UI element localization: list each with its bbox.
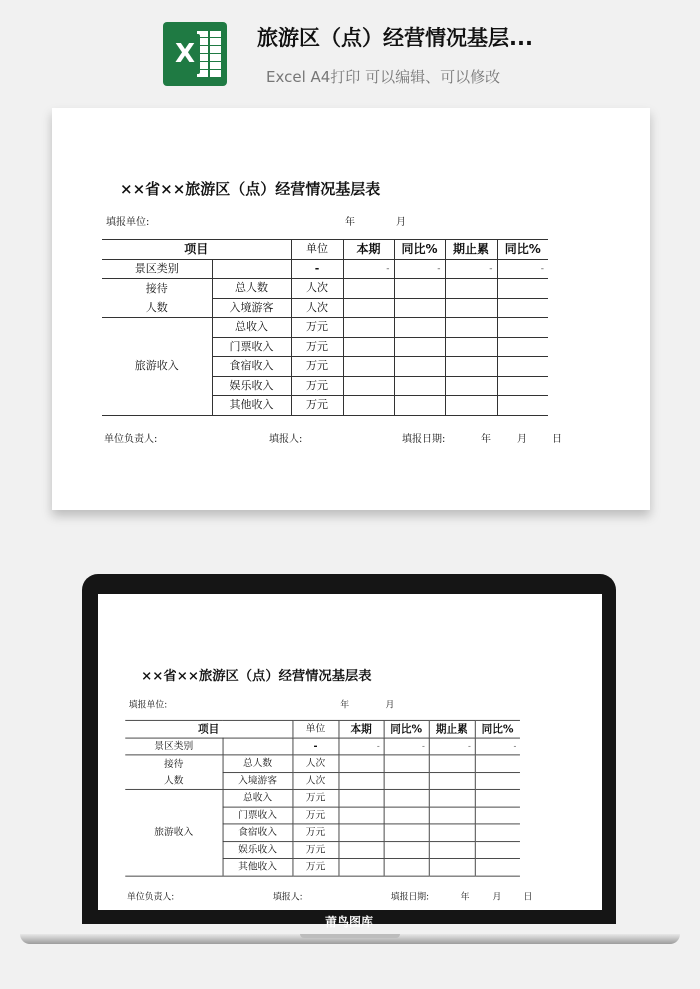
data-cell [475, 807, 520, 824]
scenic-unit-cell: - [291, 259, 343, 279]
data-cell [394, 279, 445, 299]
unit-cell: 万元 [293, 858, 339, 875]
dash-cell: - [445, 259, 497, 279]
data-cell [475, 824, 520, 841]
total-income-label: 总收入 [223, 789, 293, 806]
data-cell [394, 396, 445, 416]
scenic-category-label: 景区类别 [102, 259, 212, 279]
page-subtitle: Excel A4打印 可以编辑、可以修改 [266, 68, 501, 86]
footer-day: 日 [552, 434, 562, 445]
data-cell [475, 755, 520, 772]
unit-cell: 人次 [291, 279, 343, 299]
data-cell [445, 298, 497, 318]
data-cell [497, 279, 548, 299]
data-cell [343, 376, 394, 396]
footer-year: 年 [481, 434, 491, 445]
table-row [125, 772, 520, 789]
footer-month: 月 [492, 892, 502, 903]
scenic-unit-cell: - [293, 738, 339, 755]
filler-label: 填报人: [273, 892, 303, 903]
data-cell [384, 841, 429, 858]
data-cell [339, 824, 384, 841]
spreadsheet-grid-graphic [197, 31, 221, 77]
footer-year: 年 [460, 892, 470, 903]
excel-x-mark: X [170, 34, 200, 74]
table-row [102, 318, 548, 338]
data-cell [475, 858, 520, 875]
entertainment-income-label: 娱乐收入 [212, 376, 291, 396]
col-header-current: 本期 [343, 240, 394, 260]
unit-cell: 万元 [293, 789, 339, 806]
col-header-item: 项目 [102, 240, 291, 260]
fill-date-label: 填报日期: [402, 434, 446, 445]
col-header-yoy-cumulative: 同比% [475, 720, 520, 737]
scenic-category-label: 景区类别 [125, 738, 222, 755]
col-header-cumulative: 期止累 [429, 720, 475, 737]
scenic-category-cell [212, 259, 291, 279]
data-cell [343, 396, 394, 416]
data-cell [384, 789, 429, 806]
table-row [102, 259, 548, 279]
data-cell [445, 337, 497, 357]
data-cell [429, 807, 475, 824]
data-cell [497, 337, 548, 357]
unit-cell: 万元 [291, 318, 343, 338]
month-label: 月 [396, 217, 406, 228]
tourism-income-label: 旅游收入 [102, 318, 212, 416]
data-cell [497, 318, 548, 338]
data-cell [394, 337, 445, 357]
unit-cell: 人次 [291, 298, 343, 318]
page-title: 旅游区（点）经营情况基层... [257, 26, 533, 50]
scenic-category-cell [223, 738, 293, 755]
data-cell [384, 824, 429, 841]
data-cell [343, 337, 394, 357]
report-title: ××省××旅游区（点）经营情况基层表 [141, 667, 372, 684]
report-title: ××省××旅游区（点）经营情况基层表 [120, 180, 381, 198]
data-cell [343, 298, 394, 318]
data-cell [339, 858, 384, 875]
dash-cell: - [339, 738, 384, 755]
dash-cell: - [394, 259, 445, 279]
reception-label-top: 接待 [163, 757, 184, 770]
year-label: 年 [345, 217, 355, 228]
col-header-unit: 单位 [293, 720, 339, 737]
responsible-label: 单位负责人: [127, 892, 175, 903]
document-preview-paper [52, 108, 650, 510]
fill-unit-label: 填报单位: [128, 700, 168, 711]
month-label: 月 [385, 700, 395, 711]
dash-cell: - [343, 259, 394, 279]
table-row [125, 789, 520, 806]
data-cell [445, 318, 497, 338]
inbound-label: 入境游客 [212, 298, 291, 318]
dash-cell: - [429, 738, 475, 755]
fill-date-label: 填报日期: [390, 892, 430, 903]
other-income-label: 其他收入 [223, 858, 293, 875]
table-row [102, 279, 548, 299]
unit-cell: 万元 [293, 807, 339, 824]
entertainment-income-label: 娱乐收入 [223, 841, 293, 858]
col-header-cumulative: 期止累 [445, 240, 497, 260]
footer-month: 月 [517, 434, 527, 445]
ticket-income-label: 门票收入 [212, 337, 291, 357]
data-cell [339, 755, 384, 772]
total-people-label: 总人数 [223, 755, 293, 772]
data-cell [445, 376, 497, 396]
dash-cell: - [475, 738, 520, 755]
unit-cell: 万元 [291, 357, 343, 377]
dash-cell: - [384, 738, 429, 755]
unit-cell: 万元 [291, 337, 343, 357]
food-lodging-income-label: 食宿收入 [212, 357, 291, 377]
table-row [125, 755, 520, 772]
data-cell [343, 357, 394, 377]
dash-cell: - [497, 259, 548, 279]
data-cell [445, 279, 497, 299]
col-header-unit: 单位 [291, 240, 343, 260]
data-cell [394, 357, 445, 377]
data-cell [497, 298, 548, 318]
report-table [102, 239, 548, 416]
data-cell [475, 789, 520, 806]
data-cell [384, 755, 429, 772]
ticket-income-label: 门票收入 [223, 807, 293, 824]
data-cell [343, 318, 394, 338]
unit-cell: 人次 [293, 755, 339, 772]
other-income-label: 其他收入 [212, 396, 291, 416]
data-cell [339, 807, 384, 824]
year-label: 年 [340, 700, 350, 711]
reception-label-bottom: 人数 [125, 772, 222, 789]
footer-day: 日 [523, 892, 533, 903]
data-cell [445, 357, 497, 377]
data-cell [394, 298, 445, 318]
data-cell [384, 807, 429, 824]
data-cell [339, 772, 384, 789]
laptop-screen [98, 594, 602, 910]
data-cell [475, 772, 520, 789]
excel-icon [163, 22, 227, 86]
data-cell [339, 841, 384, 858]
total-income-label: 总收入 [212, 318, 291, 338]
unit-cell: 万元 [293, 824, 339, 841]
report-sheet-screen-copy [98, 604, 602, 910]
table-header-row [102, 240, 548, 260]
unit-cell: 万元 [291, 376, 343, 396]
col-header-yoy: 同比% [394, 240, 445, 260]
data-cell [384, 858, 429, 875]
unit-cell: 万元 [291, 396, 343, 416]
data-cell [429, 824, 475, 841]
reception-label-bottom: 人数 [102, 298, 212, 318]
data-cell [497, 357, 548, 377]
data-cell [343, 279, 394, 299]
data-cell [429, 755, 475, 772]
data-cell [339, 789, 384, 806]
data-cell [429, 858, 475, 875]
unit-cell: 万元 [293, 841, 339, 858]
data-cell [497, 396, 548, 416]
data-cell [429, 789, 475, 806]
inbound-label: 入境游客 [223, 772, 293, 789]
data-cell [394, 318, 445, 338]
data-cell [429, 841, 475, 858]
report-table [125, 720, 520, 876]
col-header-item: 项目 [125, 720, 292, 737]
data-cell [384, 772, 429, 789]
data-cell [429, 772, 475, 789]
reception-label-top: 接待 [145, 281, 168, 295]
filler-label: 填报人: [269, 434, 303, 445]
table-header-row [125, 720, 520, 737]
col-header-current: 本期 [339, 720, 384, 737]
table-row [125, 738, 520, 755]
table-row [102, 298, 548, 318]
col-header-yoy: 同比% [384, 720, 429, 737]
unit-cell: 人次 [293, 772, 339, 789]
total-people-label: 总人数 [212, 279, 291, 299]
col-header-yoy-cumulative: 同比% [497, 240, 548, 260]
tourism-income-label: 旅游收入 [125, 789, 222, 875]
report-sheet [52, 108, 650, 510]
data-cell [497, 376, 548, 396]
data-cell [475, 841, 520, 858]
responsible-label: 单位负责人: [104, 434, 158, 445]
data-cell [394, 376, 445, 396]
laptop-base-notch [300, 934, 400, 938]
fill-unit-label: 填报单位: [106, 217, 150, 228]
laptop-brand-label: 莆鸟图库 [324, 915, 373, 929]
data-cell [445, 396, 497, 416]
food-lodging-income-label: 食宿收入 [223, 824, 293, 841]
